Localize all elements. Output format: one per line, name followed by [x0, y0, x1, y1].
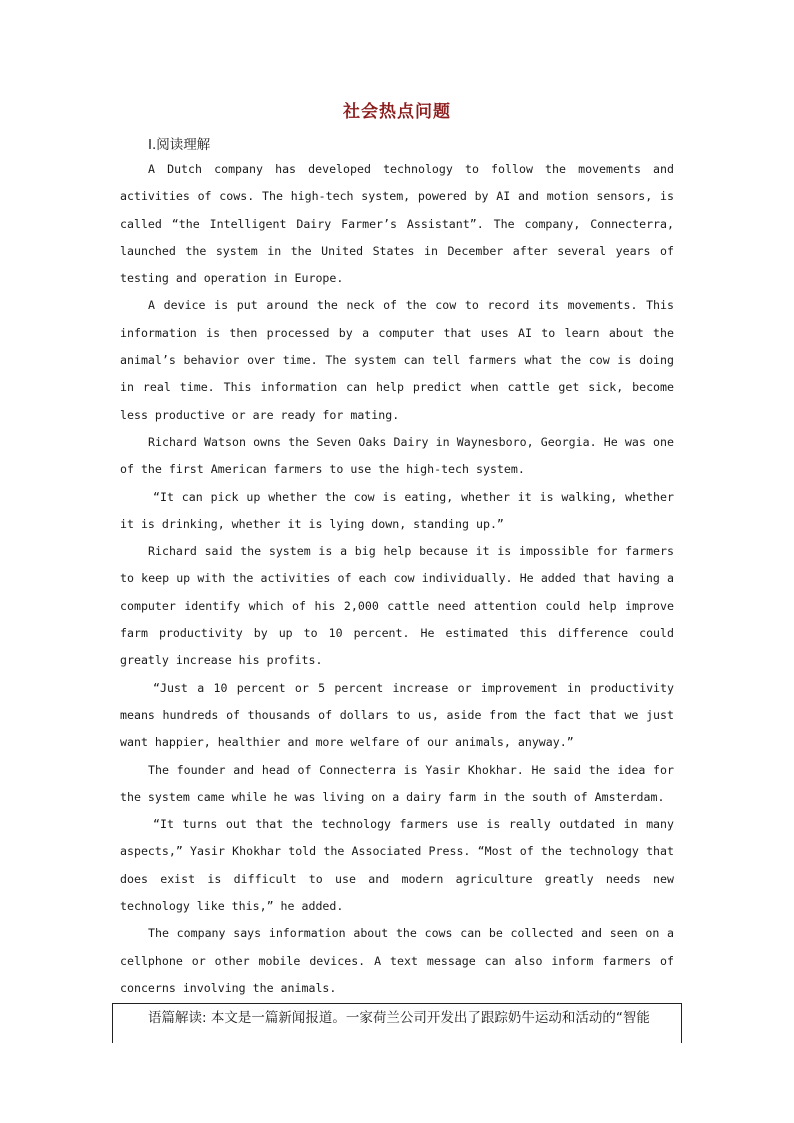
section-heading: Ⅰ.阅读理解	[148, 137, 211, 153]
quote-paragraph: “It can pick up whether the cow is eating, whether it is walking, whether it is drinking, whether it is lying down, standing up.”	[120, 489, 674, 531]
paragraph: Richard said the system is a big help because it is impossible for farmers to keep up with the activities of each cow individually. He added that having a computer identify which of his 2,000 cattle need attention could help improve farm productivity by up to 10 percent. He estimated this difference could greatly increase his profits.	[120, 544, 674, 668]
paragraph: The founder and head of Connecterra is Yasir Khokhar. He said the idea for the system came while he was living on a dairy farm in the south of Amsterdam.	[120, 762, 674, 804]
page-title: 社会热点问题	[343, 102, 451, 122]
paragraph: A device is put around the neck of the cow to record its movements. This information is then processed by a computer that uses AI to learn about the animal’s behavior over time. The system can tell farmers what the cow is doing in real time. This information can help predict when cattle get sick, become less productive or are ready for mating.	[120, 298, 674, 422]
quote-paragraph: “Just a 10 percent or 5 percent increase or improvement in productivity means hundreds of thousands of dollars to us, aside from the fact that we just want happier, healthier and more welfare of our animals, anyway.”	[120, 680, 674, 750]
quote-paragraph: “It turns out that the technology farmers use is really outdated in many aspects,” Yasir Khokhar told the Associated Press. “Most of the technology that does exist is difficult to use and modern agriculture greatly needs new technology like this,” he added.	[120, 817, 674, 914]
paragraph: The company says information about the cows can be collected and seen on a cellphone or other mobile devices. A text message can also inform farmers of concerns involving the animals.	[120, 926, 674, 995]
paragraph: A Dutch company has developed technology to follow the movements and activities of cows. The high-tech system, powered by AI and motion sensors, is called “the Intelligent Dairy Farmer’s Assistant”. The company, Connecterra, launched the system in the United States in December after several years of testing and operation in Europe.	[120, 162, 674, 286]
analysis-note: 语篇解读: 本文是一篇新闻报道。一家荷兰公司开发出了跟踪奶牛运动和活动的“智能	[148, 1010, 650, 1026]
reading-passage	[120, 156, 674, 1002]
paragraph: Richard Watson owns the Seven Oaks Dairy in Waynesboro, Georgia. He was one of the first American farmers to use the high-tech system.	[120, 434, 674, 477]
